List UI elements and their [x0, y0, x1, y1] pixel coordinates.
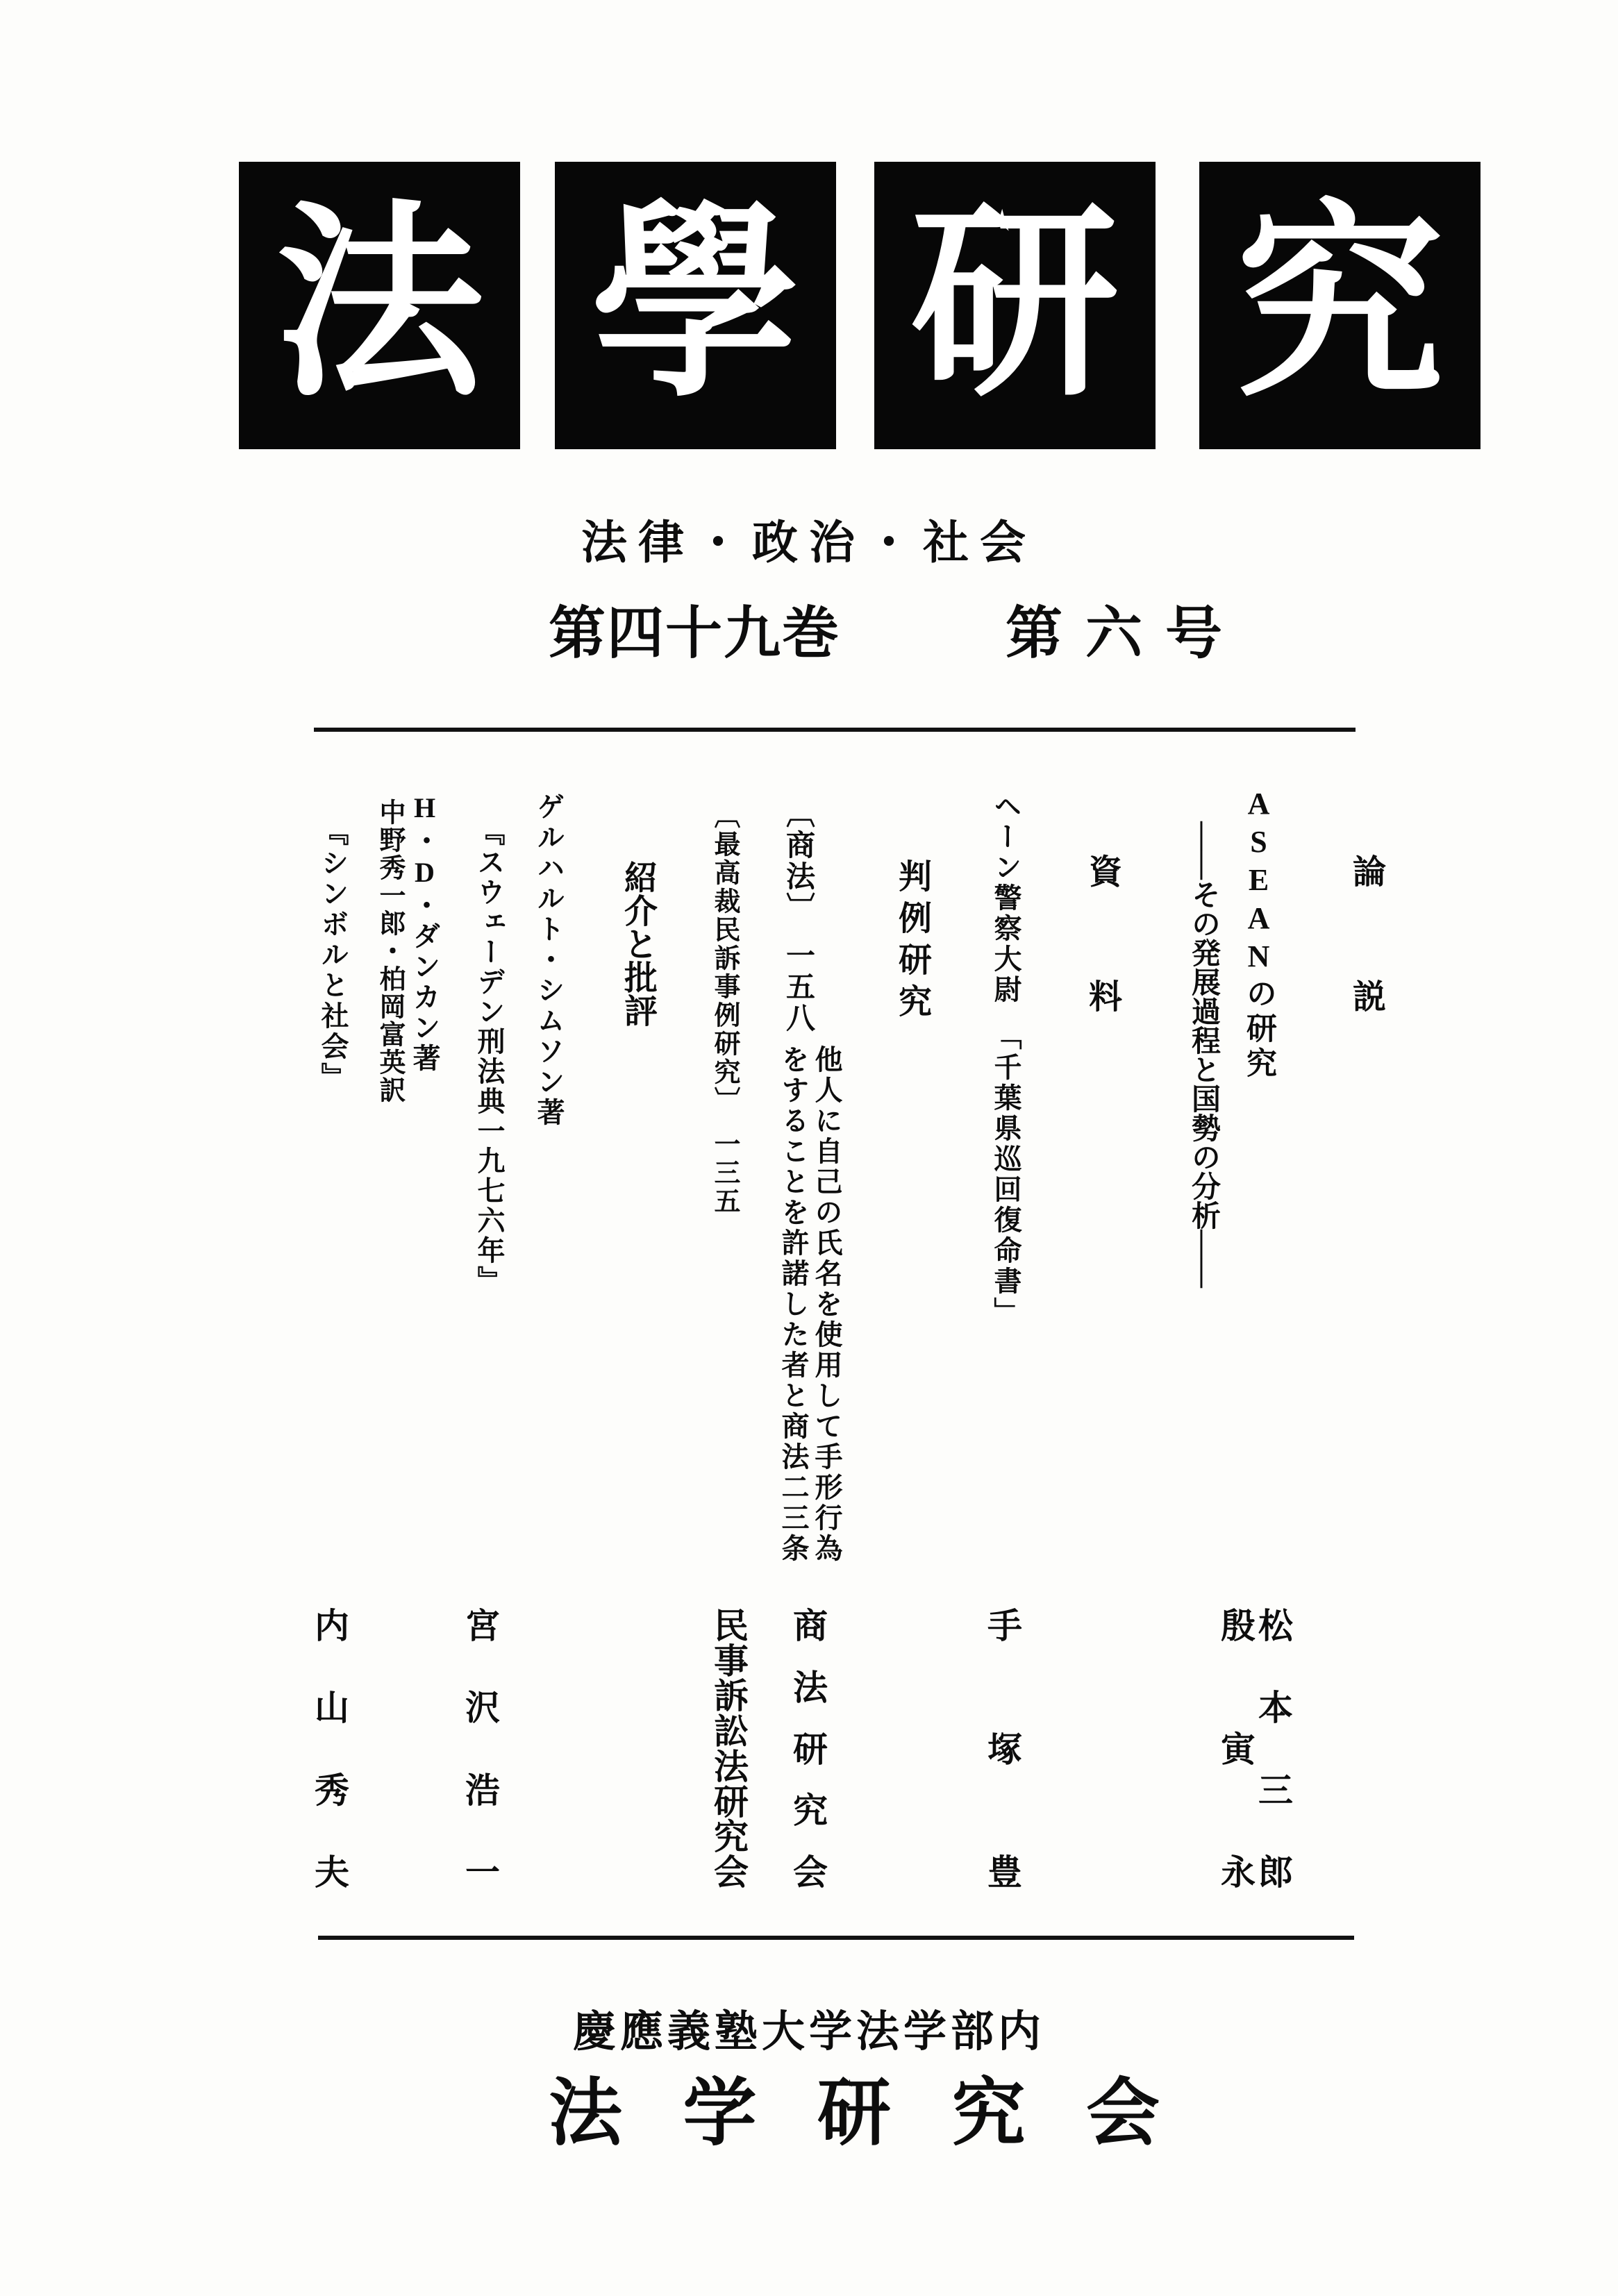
- author-matsumoto-saburo: [1257, 1609, 1294, 1890]
- article-title-asean: ASEANの研究: [1242, 787, 1276, 1082]
- char: と: [624, 927, 658, 964]
- section-header-articles: [1351, 856, 1387, 1014]
- char: 資: [1088, 854, 1122, 891]
- char: 学: [683, 2073, 757, 2154]
- masthead-block-4: [1199, 162, 1481, 449]
- journal-subtitle: 法律・政治・社会: [581, 518, 1037, 569]
- masthead-char: 學: [591, 190, 800, 421]
- char: 号: [1165, 602, 1222, 665]
- char: 研: [714, 1782, 749, 1822]
- char: 究: [898, 984, 932, 1021]
- char: 殷: [1221, 1607, 1256, 1645]
- char: 塚: [987, 1729, 1022, 1769]
- char: 事: [714, 1641, 749, 1681]
- char: 永: [1221, 1853, 1256, 1892]
- char: 紹: [624, 860, 658, 897]
- publisher-affiliation: 慶應義塾大学法学部内: [572, 2009, 1045, 2056]
- char: 商: [793, 1607, 828, 1645]
- case-heading-commercial-law: 〔商法〕 一五八: [782, 798, 814, 1034]
- char: 豊: [987, 1853, 1022, 1892]
- review1-book-title: 『スウェーデン刑法典一九七六年』: [474, 818, 505, 1296]
- char: 法: [549, 2073, 622, 2154]
- char: 研: [898, 942, 932, 979]
- masthead-block-3: [874, 162, 1156, 449]
- char: 料: [1088, 979, 1122, 1016]
- char: 例: [898, 900, 932, 937]
- review2-byline: H・D・ダンカン著: [409, 792, 440, 1074]
- char: 法: [793, 1668, 828, 1707]
- article-subtitle-asean: ――その発展過程と国勢の分析――: [1187, 821, 1219, 1288]
- char: 秀: [315, 1770, 349, 1810]
- section-header-reviews: [623, 860, 659, 1030]
- char: 浩: [465, 1770, 500, 1810]
- char: 訴: [714, 1677, 749, 1716]
- char: 第: [1006, 602, 1063, 665]
- char: 六: [1085, 602, 1142, 665]
- char: 究: [714, 1818, 749, 1857]
- masthead-char: 法: [275, 190, 484, 421]
- char: 手: [987, 1607, 1022, 1645]
- bottom-rule: [318, 1936, 1354, 1940]
- char: 山: [315, 1689, 349, 1728]
- char: 研: [793, 1729, 828, 1769]
- char: 一: [465, 1852, 500, 1892]
- author-uchiyama-hideo: [313, 1609, 351, 1890]
- char: 民: [714, 1607, 749, 1645]
- char: 会: [1086, 2073, 1160, 2154]
- author-tezuka-yutaka: [986, 1609, 1024, 1890]
- char: 会: [793, 1853, 828, 1892]
- char: 沢: [465, 1689, 500, 1728]
- author-miyazawa-koichi: [464, 1609, 501, 1890]
- char: 会: [714, 1852, 749, 1892]
- author-civil-procedure-society: [712, 1609, 750, 1890]
- review2-book-title: 『シンボルと社会』: [317, 818, 349, 1093]
- char: 松: [1258, 1607, 1293, 1645]
- author-commercial-law-society: [792, 1609, 829, 1890]
- masthead-block-1: [239, 162, 520, 449]
- author-in-inei: [1219, 1609, 1257, 1890]
- masthead-block-2: [555, 162, 836, 449]
- char: 判: [898, 859, 932, 896]
- char: 本: [1258, 1689, 1293, 1728]
- article-title-hane-report: ヘーン警察大尉 「千葉県巡回復命書」: [990, 791, 1021, 1327]
- masthead-char: 研: [910, 190, 1119, 421]
- review1-byline: ゲルハルト・シムソン著: [533, 792, 565, 1128]
- char: 説: [1352, 979, 1386, 1016]
- char: 論: [1352, 854, 1386, 891]
- char: 評: [624, 994, 658, 1030]
- char: 訟: [714, 1712, 749, 1752]
- section-header-materials: [1087, 856, 1124, 1014]
- char: 宮: [465, 1607, 500, 1645]
- char: 郎: [1258, 1852, 1293, 1892]
- char: 三: [1258, 1770, 1293, 1810]
- case-title-line1: 他人に自己の氏名を使用して手形行為: [811, 1045, 842, 1564]
- case-heading-supreme-court: 〔最高裁民訴事例研究〕 一三五: [710, 802, 739, 1216]
- issue-label: [1006, 602, 1222, 665]
- char: 研: [817, 2073, 891, 2154]
- char: 夫: [315, 1852, 349, 1892]
- char: 介: [624, 894, 658, 930]
- section-header-case-studies: [897, 861, 933, 1019]
- char: 法: [714, 1747, 749, 1786]
- char: 内: [315, 1607, 349, 1645]
- volume-label: 第四十九巻: [549, 602, 841, 665]
- masthead-char: 究: [1235, 190, 1444, 421]
- char: 寅: [1221, 1729, 1256, 1769]
- char: 批: [624, 960, 658, 997]
- case-title-line2: をすることを許諾した者と商法二三条: [778, 1045, 809, 1564]
- char: 究: [951, 2073, 1026, 2154]
- top-rule: [314, 728, 1356, 732]
- publisher-name: [549, 2073, 1160, 2154]
- char: 究: [793, 1791, 828, 1831]
- review2-translators: 中野秀一郎・柏岡富英訳: [375, 798, 404, 1104]
